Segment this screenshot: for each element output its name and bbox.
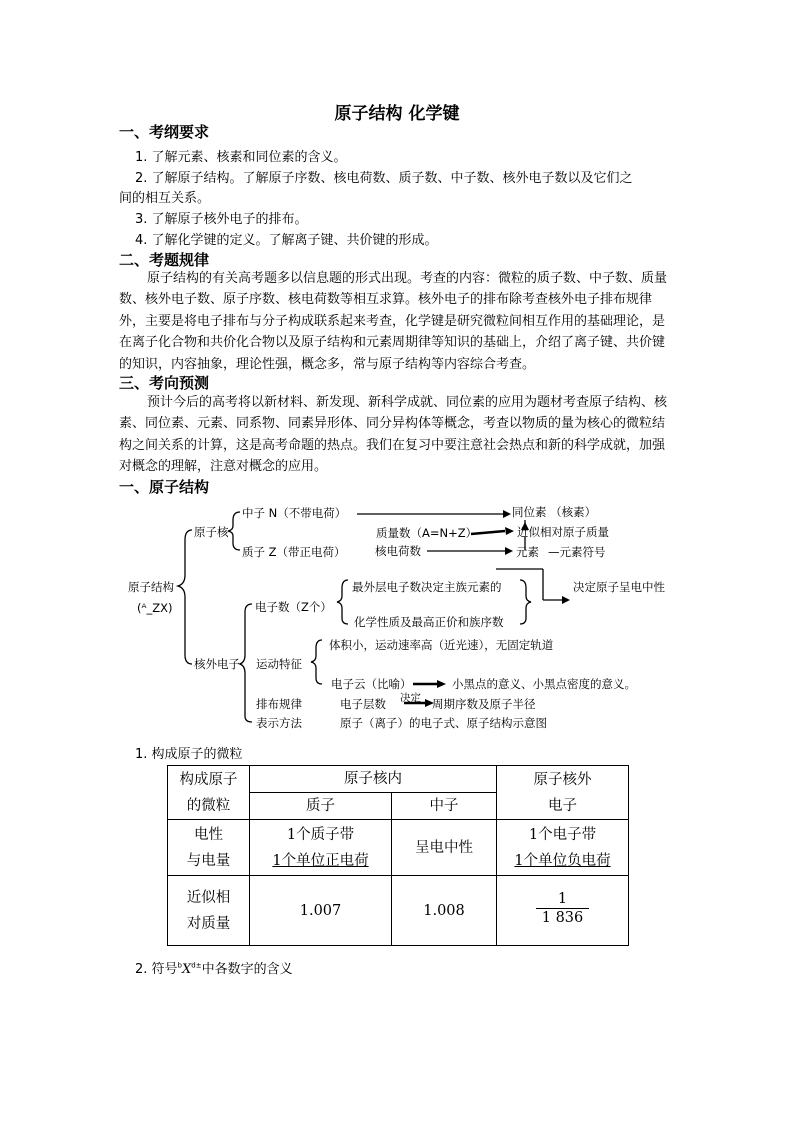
diagram-root: 原子结构 [128, 580, 174, 594]
page-title: 原子结构 化学键 [334, 104, 460, 124]
diagram-cloud-desc: 小黑点的意义、小黑点密度的意义。 [452, 677, 636, 691]
table-cell: 呈电中性 [392, 820, 497, 876]
diagram-period: 周期序数及原子半径 [432, 697, 536, 711]
diagram-cloud: 电子云（比喻） [331, 677, 412, 691]
paragraph-kaoxiang: 预计今后的高考将以新材料、新发现、新科学成就、同位素的应用为题材考查原子结构、核素、同位素、元素、同系物、同素异形体、同分异构体等概念，考查以物质的量为核心的微粒结构之间关系的计算，这是高考命题的热点。我们在复习中要注意社会热点和新的科学成就，加强对概念的理解，注意对概念的应用。 [119, 395, 668, 475]
arrowhead [503, 510, 511, 518]
paragraph-kaoti: 原子结构的有关高考题多以信息题的形式出现。考查的内容：微粒的质子数、中子数、质量数、核外电子数、原子序数、核电荷数等相互求算。核外电子的排布除考查核外电子排布规律外，主要是将电子排布与分子构成联系起来考查，化学键是研究微粒间相互作用的基础理论，是在离子化合物和共价化合物以及原子结构和元素周期律等知识的基础上，介绍了离子键、共价键的知识，内容抽象，理论性强，概念多，常与原子结构等内容综合考查。 [119, 271, 668, 372]
list-item: 2. 了解原子结构。了解原子序数、核电荷数、质子数、中子数、核外电子数以及它们之 [135, 171, 633, 186]
arrowhead [505, 527, 514, 535]
diagram-motion: 运动特征 [256, 657, 302, 671]
diagram-motion-desc: 体积小，运动速率高（近光速），无固定轨道 [329, 638, 554, 652]
diagram-isotope: 同位素 （核素） [512, 505, 597, 519]
table-cell: 1.007 [250, 876, 392, 946]
diagram-outer-shell: 核外电子 [194, 657, 240, 671]
diagram-root-symbol: (ᴬ_ZX) [137, 601, 173, 615]
table-header-proton: 质子 [250, 793, 392, 820]
table-row-label: 电性 与电量 [168, 820, 250, 876]
diagram-chem-props: 化学性质及最高正价和族序数 [354, 615, 504, 629]
table-header-outer: 原子核外 电子 [497, 766, 629, 820]
diagram-relative-mass: 近似相对原子质量 [517, 525, 609, 539]
arrowhead [437, 680, 446, 688]
arrowhead [505, 547, 513, 555]
diagram-layers: 电子层数 [340, 697, 386, 711]
table-cell: 1个质子带 1个单位正电荷 [250, 820, 392, 876]
diagram-electron-count: 电子数（Z个） [255, 600, 332, 614]
brace-root [178, 530, 192, 664]
table-cell: 1.008 [392, 876, 497, 946]
diagram-nucleus: 原子核 [194, 525, 229, 539]
arrowhead [562, 596, 570, 604]
diagram-mass-number: 质量数（A=N+Z） [376, 526, 478, 540]
heading-kaoxiang: 三、考向预测 [119, 374, 210, 392]
table-row-label: 近似相 对质量 [168, 876, 250, 946]
diagram-rep-desc: 原子（离子）的电子式、原子结构示意图 [340, 716, 547, 730]
diagram-arrangement: 排布规律 [256, 697, 302, 711]
heading-kaogang: 一、考纲要求 [119, 123, 210, 141]
diagram-nuclear-charge: 核电荷数 [375, 544, 421, 558]
table-header-particle: 构成原子 的微粒 [168, 766, 250, 820]
symbol-caption: 2. 符号$^bX^{d\pm}$中各数字的含义 [135, 961, 293, 977]
heading-yuanzi: 一、原子结构 [119, 478, 210, 496]
table-caption: 1. 构成原子的微粒 [135, 747, 243, 762]
diagram-proton: 质子 Z（带正电荷） [242, 545, 346, 559]
particle-table [167, 765, 629, 946]
table-header-nucleus: 原子核内 [250, 766, 497, 793]
diagram-element: 元素 [516, 545, 539, 559]
brace-electron-count-right [520, 580, 531, 624]
list-item: 3. 了解原子核外电子的排布。 [135, 212, 308, 227]
list-item: 1. 了解元素、核素和同位素的含义。 [135, 150, 347, 165]
diagram-neutron: 中子 N（不带电荷） [242, 506, 347, 520]
brace-electron-count [337, 580, 348, 624]
table-cell: $\frac{1}{1 836}$ [497, 876, 629, 946]
diagram-decides: 决定 [400, 692, 421, 704]
list-item: 间的相互关系。 [119, 191, 211, 206]
diagram-representation: 表示方法 [256, 716, 302, 730]
list-item: 4. 了解化学键的定义。了解离子键、共价键的形成。 [135, 233, 438, 248]
brace-outer [240, 604, 252, 722]
brace-motion [311, 640, 322, 684]
brace-nucleus [228, 512, 240, 550]
heading-kaoti: 二、考题规律 [119, 251, 210, 269]
diagram-neutral: 决定原子呈电中性 [573, 580, 665, 594]
table-header-neutron: 中子 [392, 793, 497, 820]
diagram-outer-electrons: 最外层电子数决定主族元素的 [352, 580, 502, 594]
table-cell: 1个电子带 1个单位负电荷 [497, 820, 629, 876]
diagram-element-symbol: —元素符号 [548, 545, 606, 559]
